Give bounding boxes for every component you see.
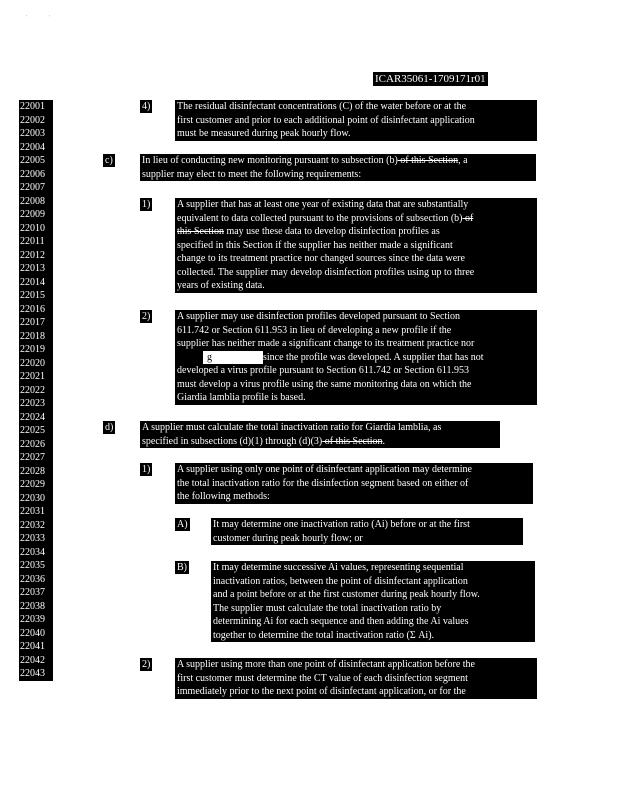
line-number: 22035 — [19, 559, 53, 573]
line-number: 22038 — [19, 600, 53, 614]
line-number: 22016 — [19, 303, 53, 317]
line-number: 22033 — [19, 532, 53, 546]
line-number: 22037 — [19, 586, 53, 600]
text-line: years of existing data. — [177, 280, 265, 291]
line-number: 22007 — [19, 181, 53, 195]
text-line: supplier may elect to meet the following requirements: — [142, 168, 362, 180]
text-line: immediately prior to the next point of disinfectant application, or for the — [177, 686, 466, 697]
paragraph-4 — [175, 100, 537, 141]
text-line: It may determine successive Ai values, representing sequential — [213, 562, 464, 573]
text-line: The residual disinfectant concentrations (C) of the water before or at the — [177, 101, 467, 112]
line-number: 22004 — [19, 141, 53, 155]
paragraph-d — [140, 421, 500, 448]
paragraph-d-1-a — [211, 518, 523, 545]
line-number: 22040 — [19, 627, 53, 641]
text-segment: . — [382, 435, 386, 447]
text-line: developed a virus profile pursuant to Section 611.742 or Section 611.953 — [177, 365, 469, 376]
text-line: A supplier may use disinfection profiles developed pursuant to Section — [177, 311, 460, 322]
paragraph-c — [140, 154, 536, 181]
line-number: 22002 — [19, 114, 53, 128]
paragraph-d-1 — [175, 463, 533, 504]
line-number-column — [19, 100, 53, 681]
struck-text: of — [462, 212, 474, 224]
text-line — [140, 154, 536, 168]
line-number: 22022 — [19, 384, 53, 398]
line-number: 22020 — [19, 357, 53, 371]
line-number: 22001 — [19, 100, 53, 114]
line-number: 22042 — [19, 654, 53, 668]
text-segment: since the profile was developed. A supplier that has not — [263, 351, 484, 363]
text-line — [175, 212, 537, 226]
text-line: change to its treatment practice nor changed sources since the data were — [177, 253, 465, 264]
text-segment: , a — [458, 155, 468, 166]
line-number: 22015 — [19, 289, 53, 303]
text-line: specified in this Section if the supplier has neither made a significant — [177, 239, 453, 251]
line-number: 22017 — [19, 316, 53, 330]
line-number: 22014 — [19, 276, 53, 290]
line-number: 22036 — [19, 573, 53, 587]
line-number: 22005 — [19, 154, 53, 168]
text-segment: specified in subsections (d)(1) through (d)(3) — [142, 435, 323, 447]
line-number: 22043 — [19, 667, 53, 681]
line-number: 22006 — [19, 168, 53, 182]
marker-c-2: 2) — [142, 311, 151, 322]
line-number: 22028 — [19, 465, 53, 479]
text-line: first customer and prior to each additional point of disinfectant application — [177, 114, 475, 126]
scan-gap: g — [203, 351, 263, 365]
marker-4: 4) — [142, 101, 151, 112]
line-number: 22024 — [19, 411, 53, 425]
text-line: Giardia lamblia profile is based. — [177, 392, 306, 403]
paragraph-c-2 — [175, 310, 537, 405]
line-number: 22027 — [19, 451, 53, 465]
text-line: A supplier that has at least one year of existing data that are substantially — [177, 199, 469, 210]
marker-d-1: 1) — [142, 464, 151, 475]
text-line: the total inactivation ratio for the disinfection segment based on either of — [177, 477, 469, 489]
text-line: together to determine the total inactivation ratio (Σ Ai). — [213, 629, 435, 641]
paragraph-d-2 — [175, 658, 537, 699]
line-number: 22032 — [19, 519, 53, 533]
line-number: 22025 — [19, 424, 53, 438]
line-number: 22013 — [19, 262, 53, 276]
line-number: 22039 — [19, 613, 53, 627]
text-line: A supplier using more than one point of disinfectant application before the — [177, 659, 475, 670]
line-number: 22018 — [19, 330, 53, 344]
marker-d: d) — [105, 422, 114, 433]
text-line: the following methods: — [177, 491, 270, 502]
line-number: 22003 — [19, 127, 53, 141]
text-line — [140, 435, 434, 449]
struck-text: of this Section — [397, 155, 459, 166]
text-line: A supplier using only one point of disinfectant application may determine — [177, 464, 472, 475]
line-number: 22011 — [19, 235, 53, 249]
line-number: 22023 — [19, 397, 53, 411]
text-line: collected. The supplier may develop disinfection profiles using up to three — [177, 266, 475, 278]
text-line: 611.742 or Section 611.953 in lieu of developing a new profile if the — [177, 324, 452, 336]
document-id: ICAR35061-1709171r01 — [375, 73, 486, 85]
text-line: determining Ai for each sequence and then adding the Ai values — [213, 616, 469, 627]
line-number: 22008 — [19, 195, 53, 209]
text-segment: equivalent to data collected pursuant to the provisions of subsection (b) — [177, 212, 463, 224]
text-line: and a point before or at the first customer during peak hourly flow. — [213, 589, 480, 600]
line-number: 22021 — [19, 370, 53, 384]
text-line: first customer must determine the CT value of each disinfection segment — [177, 672, 468, 684]
marker-c: c) — [105, 155, 113, 166]
text-line: A supplier must calculate the total inactivation ratio for Giardia lamblia, as — [142, 422, 442, 433]
text-line: must develop a virus profile using the same monitoring data on which the — [177, 378, 472, 390]
text-line: customer during peak hourly flow; or — [213, 532, 363, 544]
struck-text: this Section — [177, 226, 224, 237]
text-line: It may determine one inactivation ratio (Ai) before or at the first — [213, 519, 470, 530]
line-number: 22030 — [19, 492, 53, 506]
line-number: 22041 — [19, 640, 53, 654]
marker-d-2: 2) — [142, 659, 151, 670]
line-number: 22019 — [19, 343, 53, 357]
line-number: 22010 — [19, 222, 53, 236]
text-line: must be measured during peak hourly flow. — [177, 128, 351, 139]
line-number: 22031 — [19, 505, 53, 519]
line-number: 22009 — [19, 208, 53, 222]
scan-specks: ' ' — [26, 14, 61, 22]
text-line: supplier has neither made a significant change to its treatment practice nor — [177, 338, 475, 349]
line-number: 22029 — [19, 478, 53, 492]
line-number: 22012 — [19, 249, 53, 263]
text-segment: may use these data to develop disinfection profiles as — [223, 226, 440, 237]
marker-d-1-a: A) — [177, 519, 188, 530]
text-line: inactivation ratios, between the point of disinfectant application — [213, 575, 468, 587]
struck-text: of this Section — [322, 435, 383, 447]
text-line — [175, 351, 537, 365]
text-line: The supplier must calculate the total inactivation ratio by — [213, 602, 442, 614]
paragraph-c-1 — [175, 198, 537, 293]
text-line — [175, 225, 537, 239]
line-number: 22034 — [19, 546, 53, 560]
line-number: 22026 — [19, 438, 53, 452]
marker-d-1-b: B) — [177, 562, 187, 573]
paragraph-d-1-b — [211, 561, 535, 642]
text-segment: In lieu of conducting new monitoring pursuant to subsection (b) — [142, 155, 398, 166]
marker-c-1: 1) — [142, 199, 151, 210]
